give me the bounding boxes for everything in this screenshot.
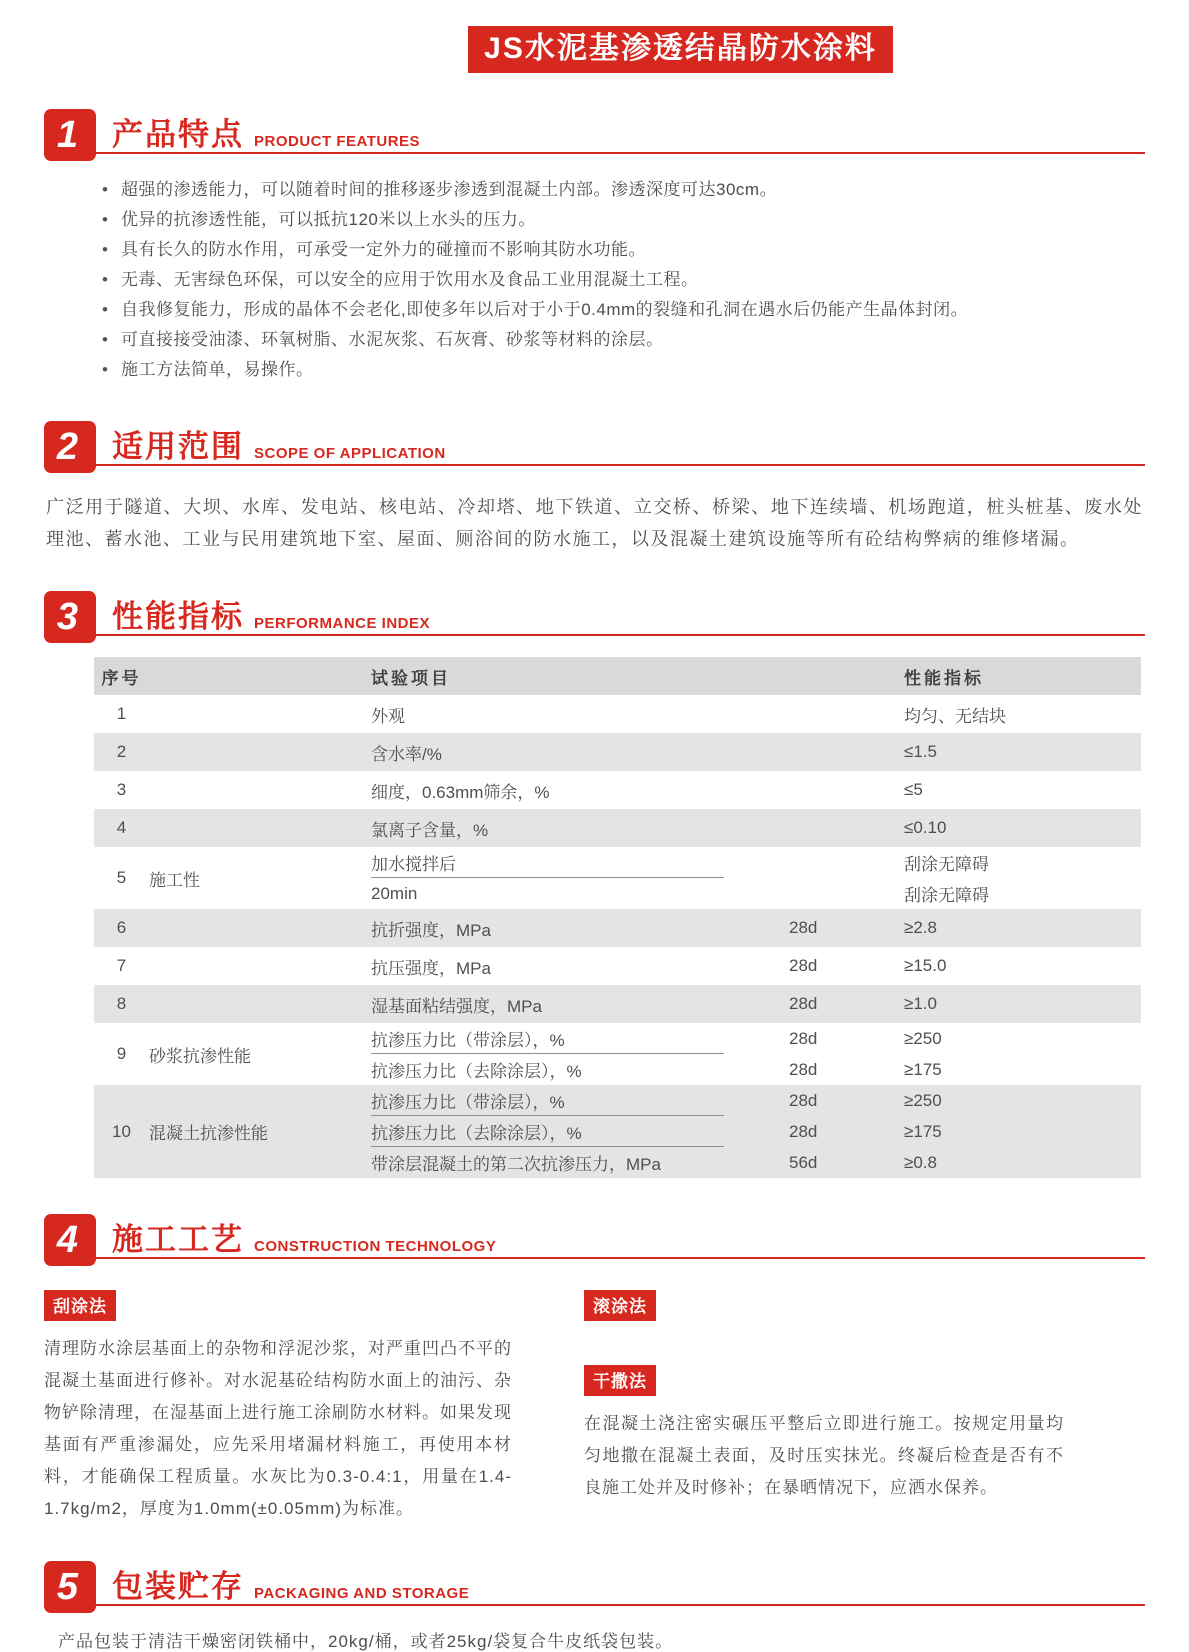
test-item-cell: 抗渗压力比（带涂层），% <box>371 1023 724 1054</box>
feature-item: • 超强的渗透能力，可以随着时间的推移逐步渗透到混凝土内部。渗透深度可达30cm。 <box>102 175 1145 205</box>
test-item-cell: 氯离子含量，% <box>371 820 489 840</box>
test-item-column <box>371 809 779 847</box>
row-number-cell: 9 <box>116 1044 127 1063</box>
row-number-cell: 10 <box>112 1121 131 1141</box>
age-cell <box>779 847 884 878</box>
test-item-cell: 含水率/% <box>371 744 442 764</box>
value-cell: ≥250 <box>904 1090 942 1110</box>
row-number-cell: 8 <box>116 994 127 1013</box>
table-row <box>94 809 1141 847</box>
section-performance-heading <box>44 585 1145 643</box>
table-row <box>94 695 1141 733</box>
value-column <box>884 985 1141 1023</box>
feature-item: • 具有长久的防水作用，可承受一定外力的碰撞而不影响其防水功能。 <box>102 235 1145 265</box>
value-cell: ≥1.0 <box>904 994 937 1013</box>
test-item-cell: 湿基面粘结强度，MPa <box>371 996 542 1016</box>
value-cell: ≥250 <box>904 1028 942 1048</box>
section-scope <box>44 415 1145 555</box>
test-item-cell: 外观 <box>371 706 405 726</box>
section-number-badge: 1 <box>44 109 96 161</box>
group-name-cell: 施工性 <box>149 870 200 890</box>
header-test-item: 试验项目 <box>371 668 451 688</box>
group-name-cell: 砂浆抗渗性能 <box>149 1046 251 1066</box>
age-cell: 28d <box>789 1121 818 1141</box>
value-cell: ≥2.8 <box>904 918 937 937</box>
row-number-cell: 1 <box>116 704 127 723</box>
value-column <box>884 809 1141 847</box>
test-item-cell: 带涂层混凝土的第二次抗渗压力，MPa <box>371 1155 661 1174</box>
value-cell: ≤5 <box>904 780 923 799</box>
test-item-cell: 细度，0.63mm筛余，% <box>371 782 550 802</box>
age-cell: 56d <box>789 1152 818 1172</box>
section-subtitle: PRODUCT FEATURES <box>254 133 421 150</box>
test-item-column <box>371 771 779 809</box>
section-subtitle: PERFORMANCE INDEX <box>254 615 431 632</box>
table-row <box>94 909 1141 947</box>
age-cell: 28d <box>789 956 818 975</box>
test-item-column <box>371 1085 779 1178</box>
section-subtitle: PACKAGING AND STORAGE <box>254 1585 470 1602</box>
test-item-cell: 20min <box>371 883 418 903</box>
test-item-cell: 加水搅拌后 <box>371 847 724 878</box>
table-row <box>94 947 1141 985</box>
method-right-column <box>584 1290 1064 1525</box>
feature-item: • 优异的抗渗透性能，可以抵抗120米以上水头的压力。 <box>102 205 1145 235</box>
age-column <box>779 771 884 809</box>
age-column <box>779 985 884 1023</box>
age-column <box>779 809 884 847</box>
value-column <box>884 947 1141 985</box>
age-cell <box>779 733 884 771</box>
section-number-badge: 3 <box>44 591 96 643</box>
test-item-cell: 抗压强度，MPa <box>371 958 491 978</box>
method-dry-text: 在混凝土浇注密实碾压平整后立即进行施工。按规定用量均匀地撒在混凝土表面，及时压实抹光。终凝后检查是否有不良施工处并及时修补；在暴晒情况下，应洒水保养。 <box>584 1414 1064 1497</box>
age-column <box>779 695 884 733</box>
age-column <box>779 947 884 985</box>
construction-columns <box>44 1290 1145 1525</box>
row-number-cell: 5 <box>116 868 127 887</box>
test-item-cell: 抗渗压力比（去除涂层），% <box>371 1116 724 1147</box>
section-packaging-heading <box>44 1555 1145 1613</box>
method-scrape <box>44 1290 512 1525</box>
test-item-column <box>371 947 779 985</box>
row-number-cell: 2 <box>116 742 127 761</box>
packaging-paragraph: 产品包装于清洁干燥密闭铁桶中，20kg/桶，或者25kg/袋复合牛皮纸袋包装。 <box>58 1632 674 1651</box>
age-cell: 28d <box>789 1090 818 1110</box>
method-scrape-label: 刮涂法 <box>44 1290 116 1321</box>
value-cell: ≤0.10 <box>904 818 947 837</box>
age-cell: 28d <box>789 1028 818 1048</box>
table-row <box>94 1023 1141 1085</box>
feature-list <box>102 175 1145 385</box>
test-item-column <box>371 695 779 733</box>
test-item-column <box>371 1023 779 1085</box>
row-number-cell: 3 <box>116 780 127 799</box>
table-row <box>94 847 1141 909</box>
test-item-column <box>371 909 779 947</box>
row-number-cell: 6 <box>116 918 127 937</box>
table-row <box>94 1085 1141 1178</box>
section-subtitle: CONSTRUCTION TECHNOLOGY <box>254 1238 497 1255</box>
method-roll-label: 滚涂法 <box>584 1290 656 1321</box>
age-column <box>779 909 884 947</box>
feature-item: • 无毒、无害绿色环保，可以安全的应用于饮用水及食品工业用混凝土工程。 <box>102 265 1145 295</box>
group-name-cell: 混凝土抗渗性能 <box>149 1124 268 1143</box>
header-spacer <box>779 657 884 695</box>
heading-rule <box>44 152 1145 154</box>
group-name-cell <box>149 947 371 985</box>
header-performance-index: 性能指标 <box>904 668 984 688</box>
table-header-row <box>94 657 1141 695</box>
group-name-cell <box>149 733 371 771</box>
value-column <box>884 733 1141 771</box>
value-cell: 刮涂无障碍 <box>904 886 989 905</box>
test-item-cell: 抗渗压力比（带涂层），% <box>371 1085 724 1116</box>
group-name-cell <box>149 985 371 1023</box>
value-column <box>884 771 1141 809</box>
age-cell <box>779 695 884 733</box>
test-item-column <box>371 733 779 771</box>
section-number-badge: 4 <box>44 1214 96 1266</box>
heading-rule <box>44 1257 1145 1259</box>
section-scope-heading <box>44 415 1145 473</box>
banner-row <box>0 0 1189 73</box>
section-subtitle: SCOPE OF APPLICATION <box>254 445 446 462</box>
group-name-cell <box>149 909 371 947</box>
value-cell: ≥15.0 <box>904 956 947 975</box>
value-cell: 均匀、无结块 <box>904 706 1006 726</box>
value-column <box>884 909 1141 947</box>
section-construction <box>44 1208 1145 1525</box>
age-column <box>779 847 884 909</box>
section-title: 适用范围 <box>112 429 244 464</box>
performance-table <box>94 657 1141 1178</box>
method-dry-label: 干撒法 <box>584 1365 656 1396</box>
scope-paragraph: 广泛用于隧道、大坝、水库、发电站、核电站、冷却塔、地下铁道、立交桥、桥梁、地下连续墙、机场跑道，桩头桩基、废水处理池、蓄水池、工业与民用建筑地下室、屋面、厕浴间的防水施工，以及混凝土建筑设施等所有砼结构弊病的维修堵漏。 <box>46 497 1143 549</box>
section-performance <box>44 585 1145 1178</box>
age-column <box>779 733 884 771</box>
age-cell <box>779 809 884 847</box>
age-column <box>779 1023 884 1085</box>
section-packaging <box>44 1555 1145 1652</box>
table-row <box>94 733 1141 771</box>
test-item-cell: 抗折强度，MPa <box>371 920 491 940</box>
age-cell: 28d <box>789 1059 818 1079</box>
heading-rule <box>44 464 1145 466</box>
value-cell: ≥175 <box>904 1121 942 1141</box>
section-features-heading <box>44 103 1145 161</box>
test-item-column <box>371 985 779 1023</box>
feature-item: • 施工方法简单，易操作。 <box>102 355 1145 385</box>
heading-rule <box>44 634 1145 636</box>
value-column <box>884 1023 1141 1085</box>
section-title: 性能指标 <box>112 599 244 634</box>
section-number-badge: 2 <box>44 421 96 473</box>
value-column <box>884 1085 1141 1178</box>
value-column <box>884 695 1141 733</box>
group-name-cell <box>149 695 371 733</box>
age-cell <box>779 878 884 909</box>
test-item-cell: 抗渗压力比（去除涂层），% <box>371 1062 582 1081</box>
feature-item: • 自我修复能力，形成的晶体不会老化,即使多年以后对于小于0.4mm的裂缝和孔洞在遇水后仍能产生晶体封闭。 <box>102 295 1145 325</box>
section-title: 包装贮存 <box>112 1569 244 1604</box>
group-name-cell <box>149 771 371 809</box>
feature-item: • 可直接接受油漆、环氧树脂、水泥灰浆、石灰膏、砂浆等材料的涂层。 <box>102 325 1145 355</box>
row-number-cell: 4 <box>116 818 127 837</box>
method-scrape-text: 清理防水涂层基面上的杂物和浮泥沙浆，对严重凹凸不平的混凝土基面进行修补。对水泥基砼结构防水面上的油污、杂物铲除清理，在湿基面上进行施工涂刷防水材料。如果发现基面有严重渗漏处，应先采用堵漏材料施工，再使用本材料，才能确保工程质量。水灰比为0.3-0.4:1，用量在1.4-1.7kg/m2，厚度为1.0mm(±0.05mm)为标准。 <box>44 1339 512 1518</box>
section-construction-heading <box>44 1208 1145 1266</box>
roll-method-gap <box>584 1321 1064 1365</box>
table-row <box>94 985 1141 1023</box>
value-cell: 刮涂无障碍 <box>904 855 989 874</box>
section-title: 产品特点 <box>112 117 244 152</box>
group-name-cell <box>149 809 371 847</box>
value-cell: ≥175 <box>904 1059 942 1079</box>
test-item-column <box>371 847 779 909</box>
row-number-cell: 7 <box>116 956 127 975</box>
value-column <box>884 847 1141 909</box>
header-spacer <box>149 657 371 695</box>
age-cell: 28d <box>789 994 818 1013</box>
value-cell: ≤1.5 <box>904 742 937 761</box>
age-cell <box>779 771 884 809</box>
heading-rule <box>44 1604 1145 1606</box>
age-cell: 28d <box>789 918 818 937</box>
table-row <box>94 771 1141 809</box>
age-column <box>779 1085 884 1178</box>
header-serial: 序号 <box>101 668 142 688</box>
section-title: 施工工艺 <box>112 1222 244 1257</box>
section-number-badge: 5 <box>44 1561 96 1613</box>
section-features <box>44 103 1145 385</box>
value-cell: ≥0.8 <box>904 1152 937 1172</box>
product-title: JS水泥基渗透结晶防水涂料 <box>468 26 893 73</box>
